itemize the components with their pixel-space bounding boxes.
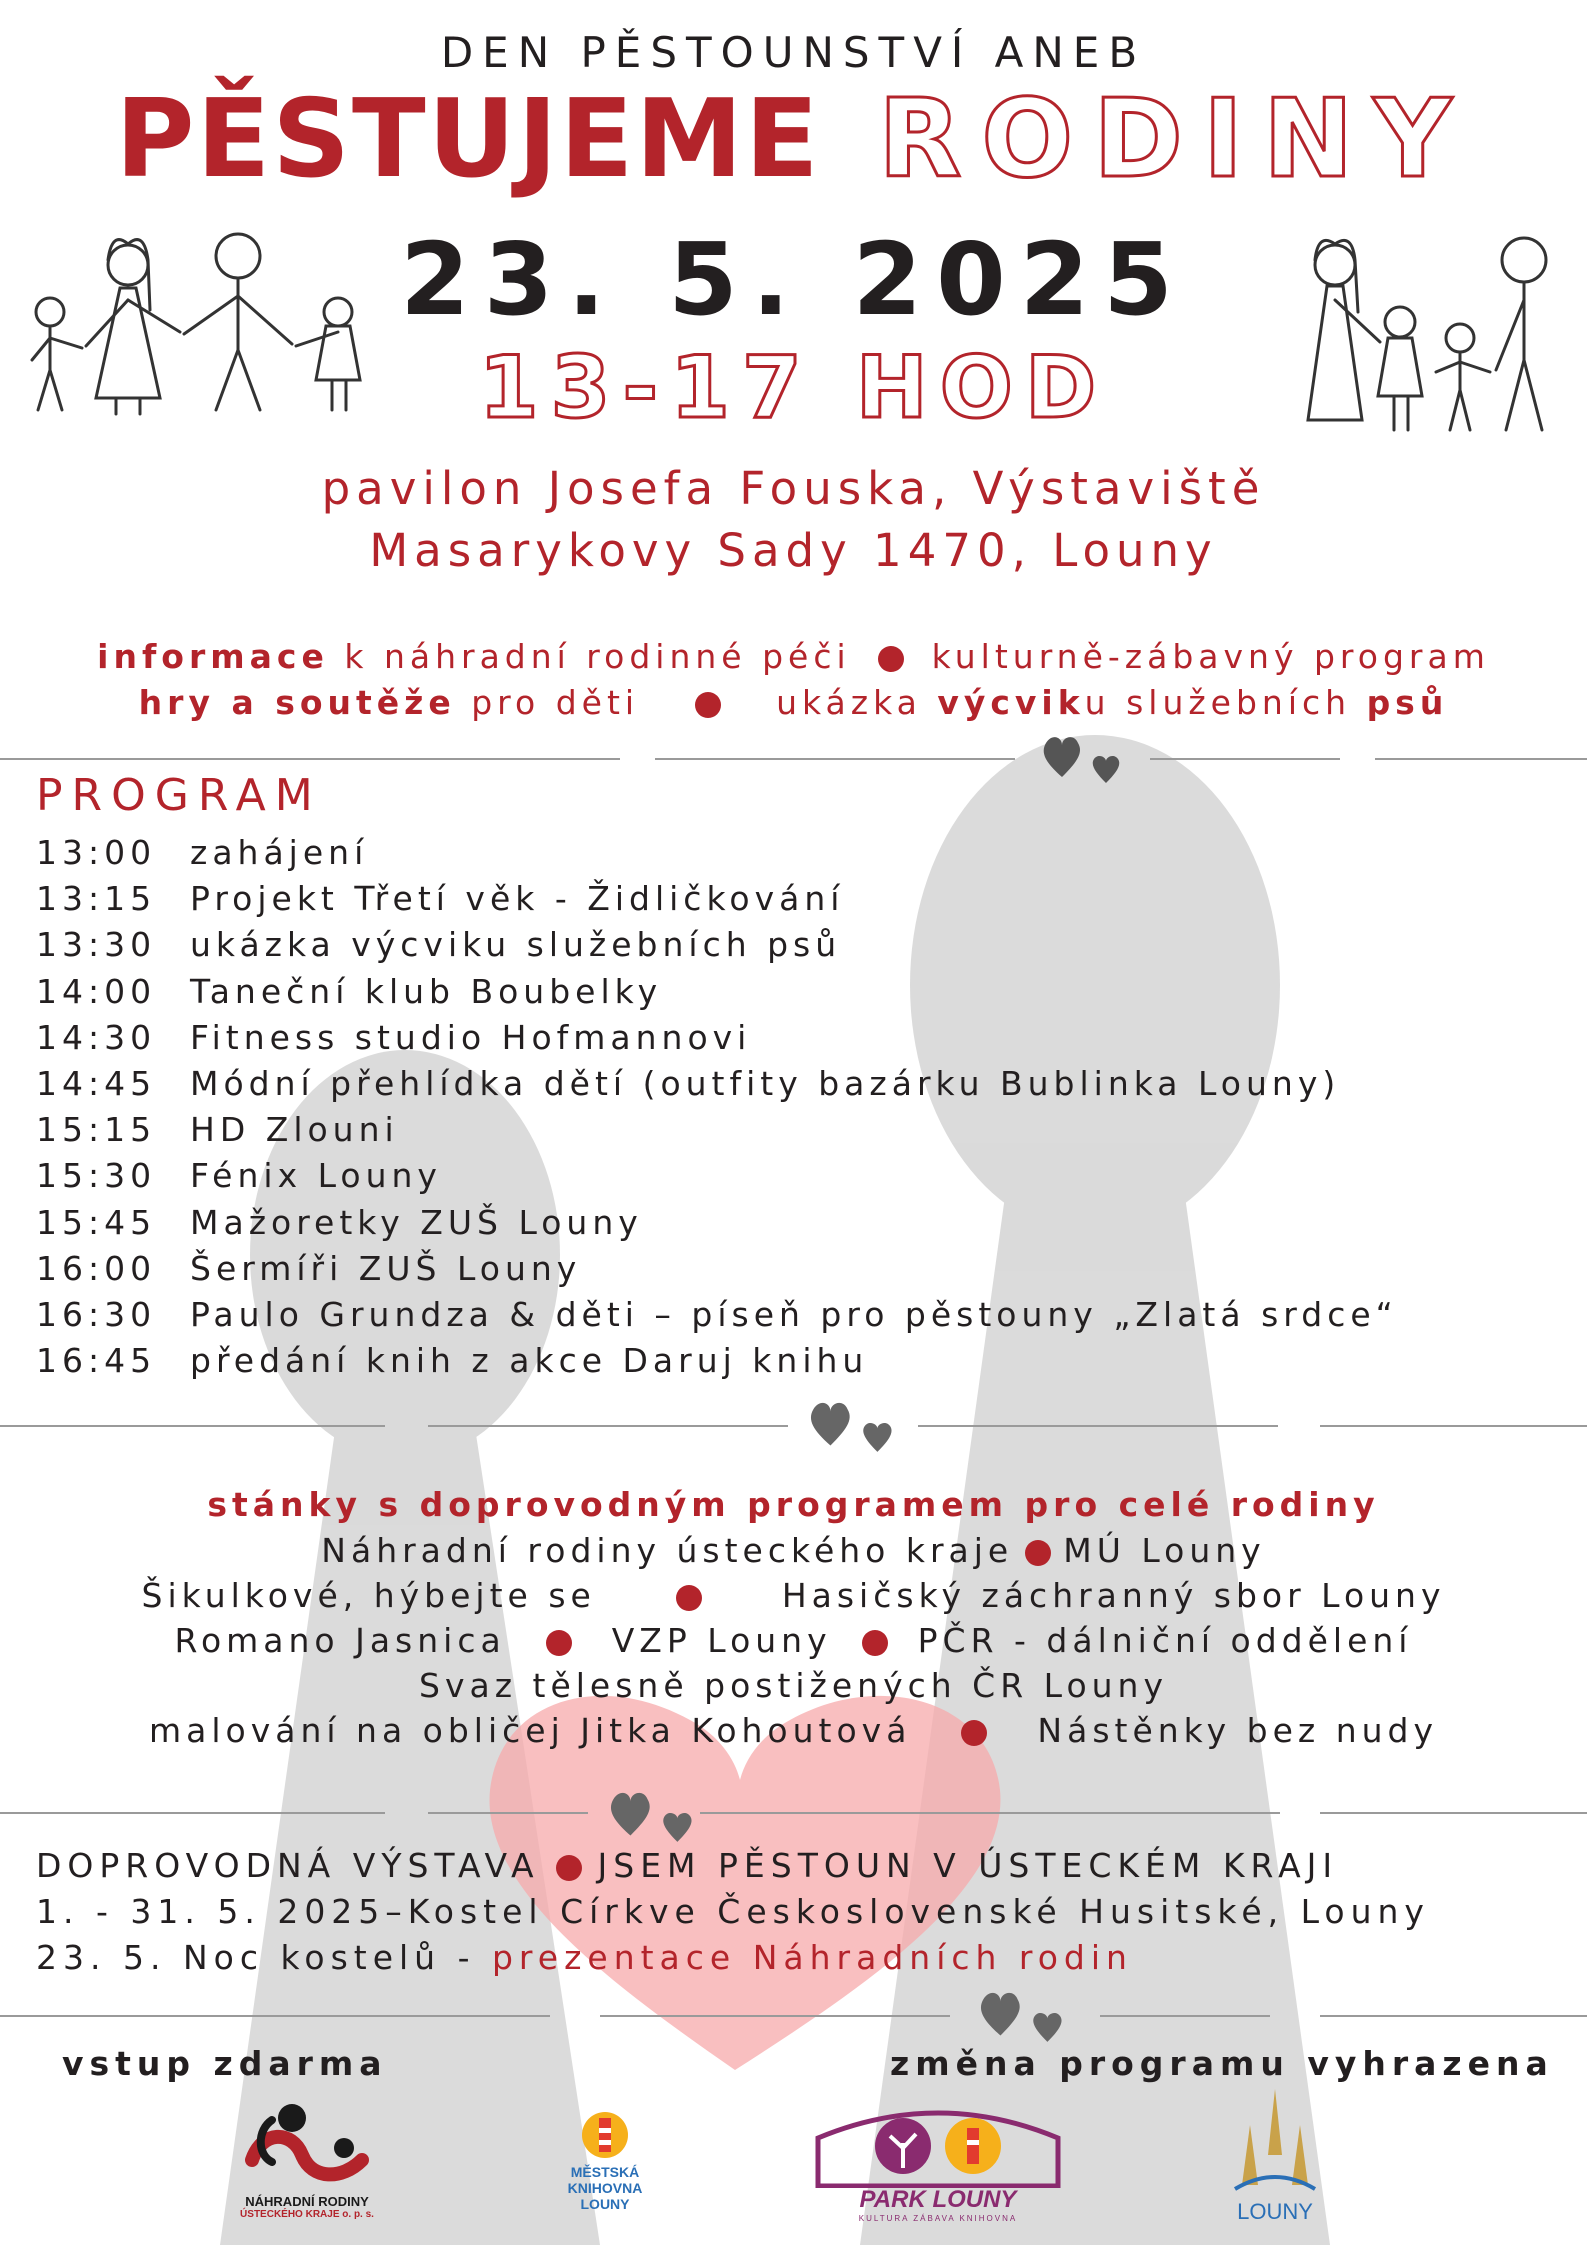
knihovna-line-2: KNIHOVNA: [567, 2180, 643, 2196]
program-item-text: Fitness studio Hofmannovi: [190, 1017, 752, 1057]
exhibition-night: [36, 1938, 1133, 1977]
program-item-time: 14:30: [36, 1017, 157, 1057]
stand-item: Náhradní rodiny ústeckého kraje: [321, 1531, 1014, 1570]
program-item-text: zahájení: [190, 833, 369, 872]
hearts-icon: [975, 1980, 1075, 2044]
highlights-row-1: [0, 637, 1587, 676]
free-entry-note: vstup zdarma: [62, 2044, 388, 2083]
highlights-row-2: [0, 683, 1587, 722]
program-item: [36, 1064, 1340, 1103]
knihovna-line-3: LOUNY: [580, 2196, 630, 2212]
stand-item: Romano Jasnica: [174, 1621, 506, 1660]
program-change-note: změna programu vyhrazena: [890, 2044, 1554, 2083]
program-item-text: Taneční klub Boubelky: [190, 971, 663, 1011]
stands-row-1: [0, 1531, 1587, 1570]
divider-rule: [0, 758, 620, 760]
divider-rule: [428, 1812, 588, 1814]
title-solid: PĚSTUJEME: [115, 77, 821, 202]
park-tagline: KULTURA ZÁBAVA KNIHOVNA: [858, 2214, 1018, 2223]
divider-rule: [1320, 1812, 1587, 1814]
bullet-dot: [878, 646, 904, 672]
nahradni-line-2: ÚSTECKÉHO KRAJE o. p. s.: [240, 2209, 374, 2220]
program-item-text: Projekt Třetí věk - Židličkování: [190, 879, 845, 919]
hl-games-rest: pro děti: [455, 683, 640, 722]
program-item: [36, 1203, 643, 1242]
logo-mestska-knihovna: [560, 2110, 650, 2240]
hl-dogs-d: psů: [1366, 683, 1449, 722]
exhibition-night-plain: 23. 5. Noc kostelů -: [36, 1938, 492, 1977]
family-drawing-right: [1300, 220, 1550, 440]
divider-rule: [0, 1425, 385, 1427]
family-drawing-left: [20, 220, 380, 420]
event-title: [0, 77, 1587, 202]
program-item: [36, 925, 841, 964]
logo-louny: [1220, 2085, 1330, 2230]
divider-rule: [1320, 1425, 1587, 1427]
bullet-dot: [862, 1630, 888, 1656]
hl-dogs-b: výcvik: [937, 683, 1085, 722]
stands-row-2: [0, 1576, 1587, 1615]
divider-rule: [600, 2015, 950, 2017]
stands-row-3: [0, 1621, 1587, 1660]
divider-rule: [1150, 758, 1340, 760]
stand-item: Šikulkové, hýbejte se: [141, 1576, 596, 1615]
program-item: [36, 972, 662, 1011]
nahradni-rodiny-mark: [232, 2100, 382, 2190]
bullet-dot: [961, 1720, 987, 1746]
hl-culture: kulturně-zábavný program: [931, 637, 1490, 676]
program-item-time: 15:45: [36, 1202, 157, 1242]
program-item-text: předání knih z akce Daruj knihu: [190, 1341, 869, 1381]
stand-item: MÚ Louny: [1063, 1531, 1266, 1570]
hl-dogs-a: ukázka: [776, 683, 938, 722]
program-item-time: 16:30: [36, 1295, 157, 1334]
program-item-time: 16:00: [36, 1248, 157, 1288]
nahradni-line-1: NÁHRADNÍ RODINY: [245, 2194, 369, 2209]
bullet-dot: [1025, 1540, 1051, 1566]
program-item-text: Módní přehlídka dětí (outfity bazárku Bublinka Louny): [190, 1064, 1341, 1103]
stands-row-4: Svaz tělesně postižených ČR Louny: [419, 1666, 1168, 1705]
program-item-text: Mažoretky ZUŠ Louny: [190, 1202, 643, 1242]
park-louny-emblem: [808, 2098, 1068, 2188]
divider-rule: [0, 2015, 550, 2017]
venue-line-1: pavilon Josefa Fouska, Výstaviště: [321, 462, 1266, 515]
event-time: 13-17 HOD: [478, 338, 1109, 438]
program-item: [36, 1110, 399, 1149]
divider-rule: [428, 1425, 788, 1427]
exhibition-title: [36, 1846, 1338, 1885]
lighthouse-icon: [560, 2110, 650, 2160]
event-kicker: DEN PĚSTOUNSTVÍ ANEB: [440, 28, 1147, 77]
program-item: [36, 1018, 751, 1057]
stands-row-5: [0, 1711, 1587, 1750]
stand-item: malování na obličej Jitka Kohoutová: [148, 1711, 912, 1750]
stand-item: VZP Louny: [611, 1621, 832, 1660]
divider-rule: [1100, 2015, 1270, 2017]
program-item-text: ukázka výcviku služebních psů: [190, 925, 842, 965]
divider-rule: [918, 1425, 1278, 1427]
hearts-icon: [805, 1390, 905, 1454]
stands-heading: stánky s doprovodným programem pro celé rodiny: [207, 1485, 1380, 1524]
program-item-time: 14:00: [36, 971, 157, 1011]
exhibition-dates: 1. - 31. 5. 2025–Kostel Církve Československé Husitské, Louny: [36, 1892, 1430, 1931]
divider-rule: [0, 1812, 385, 1814]
program-item-time: 15:30: [36, 1156, 157, 1196]
hl-games-bold: hry a soutěže: [138, 683, 456, 722]
hl-info-bold: informace: [97, 637, 329, 676]
title-outline: RODINY: [878, 77, 1472, 202]
bullet-dot: [676, 1585, 702, 1611]
bullet-dot: [546, 1630, 572, 1656]
venue-line-2: Masarykovy Sady 1470, Louny: [369, 524, 1218, 577]
stand-item: Hasičský záchranný sbor Louny: [781, 1576, 1446, 1615]
hl-info-rest: k náhradní rodinné péči: [328, 637, 851, 676]
logo-park-louny: [808, 2098, 1068, 2228]
exhibition-title-left: DOPROVODNÁ VÝSTAVA: [36, 1846, 540, 1885]
program-item: [36, 879, 844, 918]
hl-dogs-c: u služebních: [1084, 683, 1367, 722]
logo-nahradni-rodiny: [232, 2100, 382, 2230]
event-date: 23. 5. 2025: [400, 221, 1187, 338]
program-item-text: Fénix Louny: [190, 1156, 442, 1196]
program-item-text: HD Zlouni: [190, 1110, 399, 1150]
program-item: [36, 1295, 1398, 1334]
hearts-icon: [605, 1780, 705, 1844]
bullet-dot: [556, 1855, 582, 1881]
program-item-time: 13:00: [36, 833, 157, 872]
program-item-time: 16:45: [36, 1341, 157, 1381]
program-item-time: 13:15: [36, 879, 157, 919]
park-name: PARK LOUNY: [859, 2186, 1017, 2213]
louny-label: LOUNY: [1237, 2199, 1313, 2224]
program-item: [36, 1341, 868, 1380]
stand-item: Nástěnky bez nudy: [1037, 1711, 1439, 1750]
program-item: [36, 1249, 581, 1288]
exhibition-title-right: JSEM PĚSTOUN V ÚSTECKÉM KRAJI: [597, 1846, 1339, 1885]
divider-rule: [1375, 758, 1587, 760]
louny-towers-icon: [1220, 2085, 1330, 2195]
program-item-time: 15:15: [36, 1110, 157, 1150]
exhibition-night-red: prezentace Náhradních rodin: [491, 1938, 1133, 1977]
program-item-text: Paulo Grundza & děti – píseň pro pěstouny „Zlatá srdce“: [190, 1295, 1398, 1334]
program-item-time: 13:30: [36, 925, 157, 965]
hearts-icon: [1040, 725, 1130, 785]
program-heading: PROGRAM: [36, 770, 322, 821]
program-item: [36, 1156, 442, 1195]
program-item-time: 14:45: [36, 1064, 157, 1103]
program-item: [36, 833, 368, 872]
stand-item: PČR - dálniční oddělení: [917, 1621, 1413, 1660]
divider-rule: [655, 758, 1015, 760]
bullet-dot: [695, 692, 721, 718]
knihovna-line-1: MĚSTSKÁ: [570, 2164, 640, 2180]
program-item-text: Šermíři ZUŠ Louny: [190, 1248, 582, 1288]
divider-rule: [700, 1812, 1280, 1814]
divider-rule: [1320, 2015, 1587, 2017]
